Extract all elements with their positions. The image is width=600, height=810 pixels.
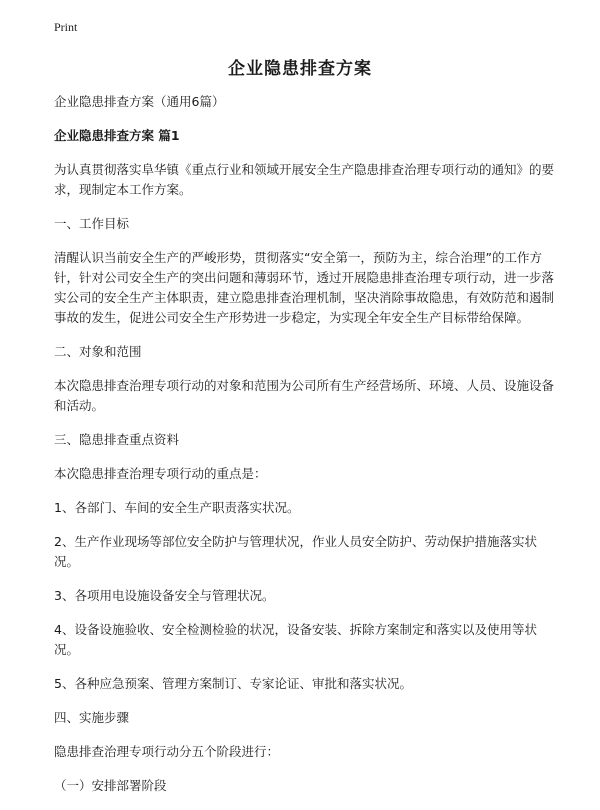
list-item-2: 2、生产作业现场等部位安全防护与管理状况，作业人员安全防护、劳动保护措施落实状况。 [54, 534, 537, 569]
heading-work-goal: 一、工作目标 [54, 216, 130, 231]
heading-steps: 四、实施步骤 [54, 710, 130, 725]
paragraph-key-points-intro: 本次隐患排查治理专项行动的重点是： [54, 466, 267, 481]
print-link[interactable]: Print [54, 20, 78, 34]
list-item-1: 1、各部门、车间的安全生产职责落实状况。 [54, 500, 300, 515]
heading-scope: 二、对象和范围 [54, 344, 142, 359]
document-subtitle: 企业隐患排查方案（通用6篇） [54, 94, 225, 109]
subheading-stage-1: （一）安排部署阶段 [54, 778, 167, 793]
document-title: 企业隐患排查方案 [228, 59, 372, 79]
paragraph-intro: 为认真贯彻落实阜华镇《重点行业和领域开展安全生产隐患排查治理专项行动的通知》的要求，现制定本工作方案。 [54, 162, 555, 197]
paragraph-work-goal: 清醒认识当前安全生产的严峻形势，贯彻落实“安全第一，预防为主，综合治理”的工作方针，针对公司安全生产的突出问题和薄弱环节，透过开展隐患排查治理专项行动，进一步落实公司的安全生产主体职责，建立隐患排查治理机制，坚决消除事故隐患，有效防范和遏制事故的发生，促进公司安全生产形势进一步稳定，为实现全年安全生产目标带给保障。 [54, 250, 555, 325]
heading-key-points: 三、隐患排查重点资料 [54, 432, 180, 447]
paragraph-scope: 本次隐患排查治理专项行动的对象和范围为公司所有生产经营场所、环境、人员、设施设备和活动。 [54, 378, 555, 413]
section-title: 企业隐患排查方案 篇1 [54, 128, 180, 143]
paragraph-steps-intro: 隐患排查治理专项行动分五个阶段进行： [54, 744, 280, 759]
list-item-3: 3、各项用电设施设备安全与管理状况。 [54, 588, 275, 603]
list-item-4: 4、设备设施验收、安全检测检验的状况，设备安装、拆除方案制定和落实以及使用等状况。 [54, 622, 537, 657]
document-body [54, 92, 554, 810]
list-item-5: 5、各种应急预案、管理方案制订、专家论证、审批和落实状况。 [54, 676, 412, 691]
